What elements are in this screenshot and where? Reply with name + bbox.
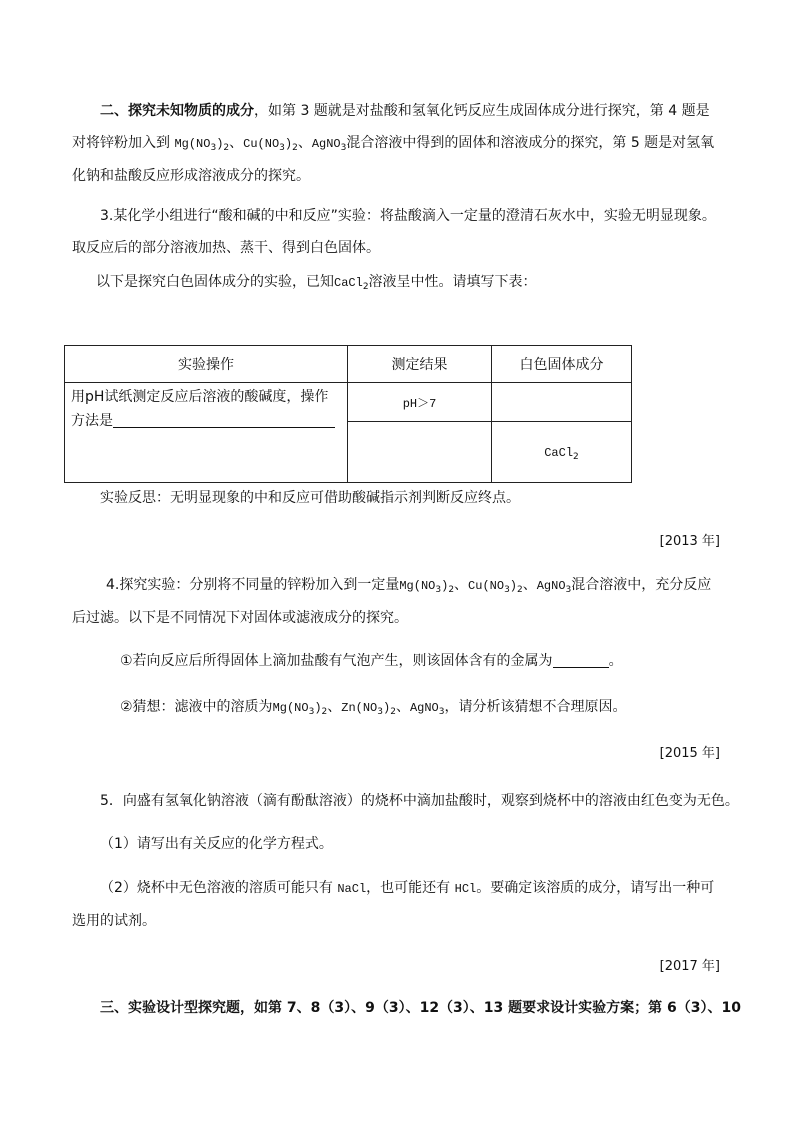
q4-item1: ①若向反应后所得固体上滴加盐酸有气泡产生，则该固体含有的金属为 。	[120, 647, 623, 675]
operation-cell: 用pH试纸测定反应后溶液的酸碱度，操作方法是	[65, 383, 348, 483]
result-cell-2[interactable]	[348, 422, 492, 483]
header-solid: 白色固体成分	[492, 346, 632, 383]
table-row	[65, 383, 632, 422]
year-2015: [2015 年]	[659, 746, 720, 761]
answer-blank[interactable]	[113, 409, 335, 428]
q5-intro: 5．向盛有氢氧化钠溶液（滴有酚酞溶液）的烧杯中滴加盐酸时，观察到烧杯中的溶液由红色变为无色。	[100, 793, 739, 809]
year-2017: [2017 年]	[659, 959, 720, 974]
metal-answer-blank[interactable]	[553, 649, 609, 668]
q3-line2: 以下是探究白色固体成分的实验，已知CaCl$_2$溶液呈中性。请填写下表：	[96, 274, 537, 292]
experiment-table	[64, 345, 632, 483]
section2-title: 二、探究未知物质的成分	[100, 103, 254, 119]
year-2013: [2013 年]	[659, 534, 720, 549]
q5-item1: （1）请写出有关反应的化学方程式。	[100, 836, 333, 852]
solid-cell-2: CaCl$_2$	[492, 422, 632, 483]
section2-paragraph: 二、探究未知物质的成分，如第 3 题就是对盐酸和氢氧化钙反应生成固体成分进行探究，第 4 题是对将锌粉加入到 $Mg(NO_3)_2$、$Cu(NO_3)_2$、AgNO$_3$混合溶液中得到的固体和溶液成分的探究，第 5 题是对氢氧化钠和盐酸反应形成溶液成分的探究。	[72, 103, 715, 184]
header-operation: 实验操作	[65, 346, 348, 383]
solid-cell-1[interactable]	[492, 383, 632, 422]
table-header-row	[65, 346, 632, 383]
q4-intro: 4.探究实验：分别将不同量的锌粉加入到一定量$Mg(NO_3)_2$、$Cu(NO_3)_2$、AgNO$_3$混合溶液中，充分反应后过滤。以下是不同情况下对固体或滤液成分的探究。	[72, 577, 712, 626]
q5-item2: （2）烧杯中无色溶液的溶质可能只有 NaCl，也可能还有 HCl。要确定该溶质的成分，请写出一种可选用的试剂。	[72, 880, 715, 929]
q3-intro: 3.某化学小组进行“酸和碱的中和反应”实验：将盐酸滴入一定量的澄清石灰水中，实验无明显现象。取反应后的部分溶液加热、蒸干、得到白色固体。	[72, 208, 716, 256]
q3-reflection: 实验反思：无明显现象的中和反应可借助酸碱指示剂判断反应终点。	[100, 490, 520, 506]
header-result: 测定结果	[348, 346, 492, 383]
result-cell-1: pH＞7	[348, 383, 492, 422]
q4-item2: ②猜想：滤液中的溶质为$Mg(NO_3)_2$、$Zn(NO_3)_2$、AgNO$_3$，请分析该猜想不合理原因。	[120, 699, 627, 717]
section3-paragraph: 三、实验设计型探究题，如第 7、8（3）、9（3）、12（3）、13 题要求设计实验方案；第 6（3）、10	[100, 1000, 741, 1016]
